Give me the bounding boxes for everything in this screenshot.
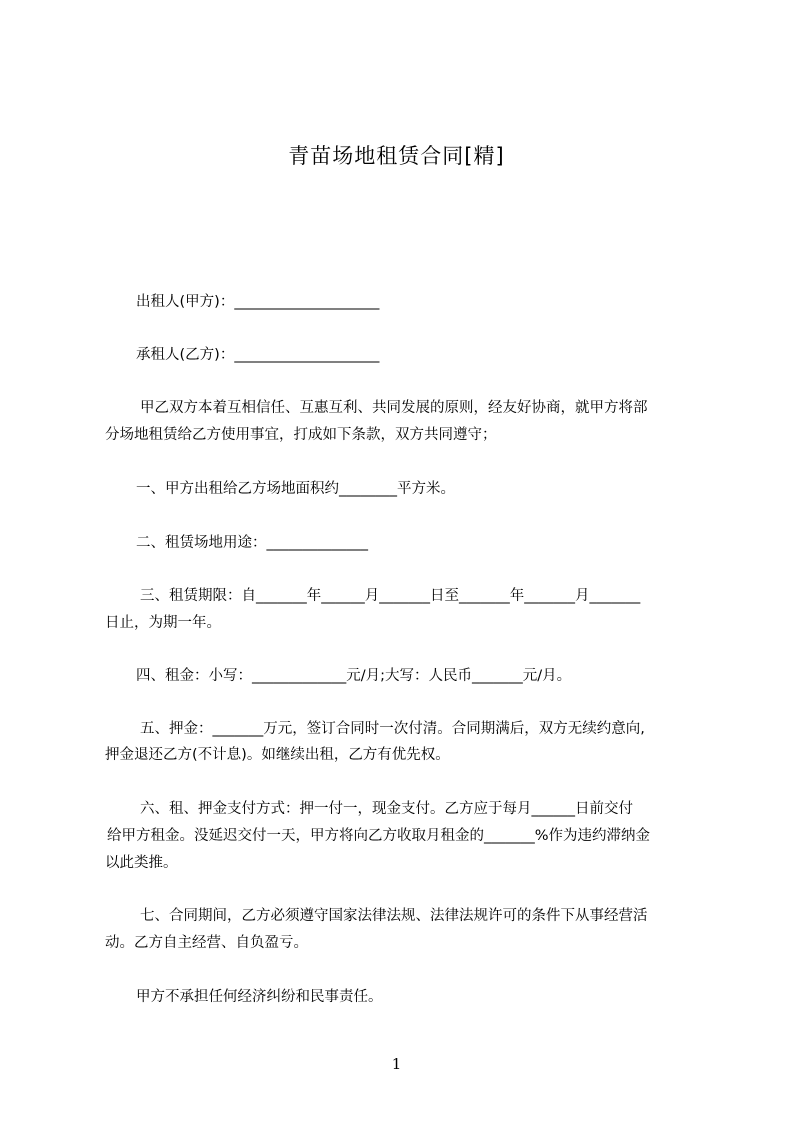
clause-3-line-1: 三、租赁期限：自_______年______月_______日至_______年_______月_______ — [140, 588, 641, 604]
lessee-line: 承租人(乙方)：____________________ — [136, 347, 380, 363]
preamble-line-2: 分场地租赁给乙方使用事宜，打成如下条款，双方共同遵守； — [105, 427, 497, 443]
clause-2: 二、租赁场地用途：______________ — [136, 535, 368, 551]
preamble-line-1: 甲乙双方本着互相信任、互惠互利、共同发展的原则，经友好协商，就甲方将部 — [140, 400, 648, 416]
clause-5-line-1: 五、押金：_______万元，签订合同时一次付清。合同期满后，双方无续约意向, — [140, 721, 645, 737]
page-number: 1 — [391, 1055, 402, 1073]
clause-7-line-2: 动。乙方自主经营、自负盈亏。 — [105, 935, 308, 951]
lessor-line: 出租人(甲方)：____________________ — [136, 294, 380, 310]
clause-6-line-2: 给甲方租金。没延迟交付一天，甲方将向乙方收取月租金的_______%作为违约滞纳金 — [107, 828, 651, 844]
clause-6-line-3: 以此类推。 — [105, 855, 178, 871]
clause-3-line-2: 日止，为期一年。 — [105, 615, 221, 631]
clause-5-line-2: 押金退还乙方(不计息)。如继续出租，乙方有优先权。 — [105, 747, 450, 763]
document-title: 青苗场地租赁合同[精] — [288, 144, 505, 168]
clause-6-line-1: 六、租、押金支付方式：押一付一，现金支付。乙方应于每月______日前交付 — [140, 801, 633, 817]
disclaimer-note: 甲方不承担任何经济纠纷和民事责任。 — [136, 989, 383, 1005]
clause-4: 四、租金：小写：_____________元/月;大写：人民币_______元/月。 — [136, 668, 572, 684]
clause-7-line-1: 七、合同期间，乙方必须遵守国家法律法规、法律法规许可的条件下从事经营活 — [140, 908, 648, 924]
clause-1: 一、甲方出租给乙方场地面积约________平方米。 — [136, 481, 455, 497]
